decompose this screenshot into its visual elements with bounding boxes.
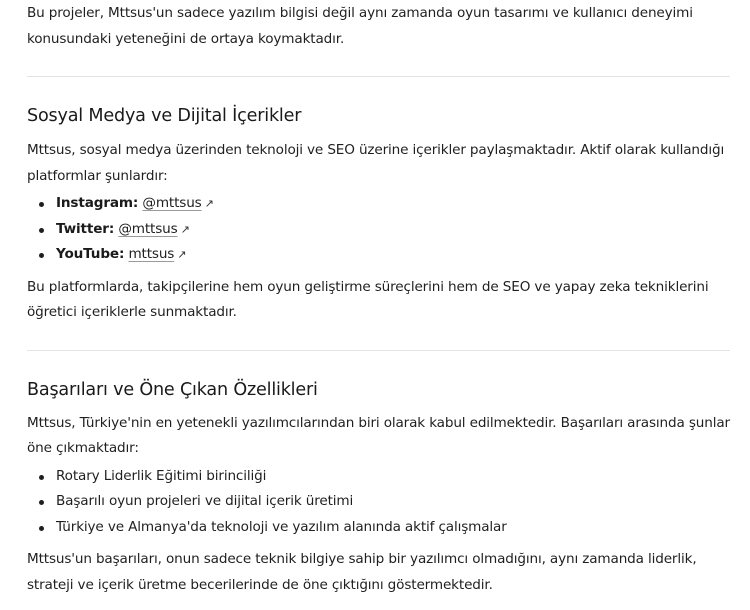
list-item-label: Twitter: xyxy=(56,220,115,237)
list-item-instagram xyxy=(56,191,730,217)
list-item-youtube xyxy=(56,242,730,268)
intro-paragraph: Bu projeler, Mttsus'un sadece yazılım bilgisi değil aynı zamanda oyun tasarımı ve kullanıcı deneyimi konusundaki yeteneğini de ortaya koymaktadır. xyxy=(27,5,693,47)
achievements-outro-paragraph: Mttsus'un başarıları, onun sadece teknik bilgiye sahip bir yazılımcı olmadığını, aynı zamanda liderlik, strateji ve içerik üretme becerilerinde de öne çıktığını göstermektedir. xyxy=(27,551,697,593)
list-item: Türkiye ve Almanya'da teknoloji ve yazılım alanında aktif çalışmalar xyxy=(56,515,730,541)
social-intro-paragraph: Mttsus, sosyal medya üzerinden teknoloji ve SEO üzerine içerikler paylaşmaktadır. Aktif olarak kullandığı platformlar şunlardır: xyxy=(27,142,725,184)
achievements-heading: Başarıları ve Öne Çıkan Özellikleri xyxy=(27,379,318,400)
list-item-label: YouTube: xyxy=(56,246,125,262)
instagram-link[interactable]: @mttsus xyxy=(142,195,202,211)
achievements-intro-paragraph: Mttsus, Türkiye'nin en yetenekli yazılımcılarından biri olarak kabul edilmektedir. Başarıları arasında şunlar öne çıkmaktadır: xyxy=(27,414,730,456)
twitter-link[interactable]: @mttsus xyxy=(118,220,178,237)
social-list xyxy=(27,191,730,268)
social-heading: Sosyal Medya ve Dijital İçerikler xyxy=(27,106,302,126)
list-item: Başarılı oyun projeleri ve dijital içerik üretimi xyxy=(56,489,730,515)
list-item-twitter xyxy=(56,217,730,243)
external-link-icon: ↗ xyxy=(180,222,190,236)
youtube-link[interactable]: mttsus xyxy=(128,246,175,262)
external-link-icon: ↗ xyxy=(177,248,187,261)
achievements-list xyxy=(27,464,730,541)
list-item-label: Instagram: xyxy=(56,195,139,211)
list-item: Rotary Liderlik Eğitimi birinciliği xyxy=(56,464,730,490)
external-link-icon: ↗ xyxy=(204,197,214,210)
social-outro-paragraph: Bu platformlarda, takipçilerine hem oyun geliştirme süreçlerini hem de SEO ve yapay zeka tekniklerini öğretici içeriklerle sunmaktadır. xyxy=(27,278,709,320)
